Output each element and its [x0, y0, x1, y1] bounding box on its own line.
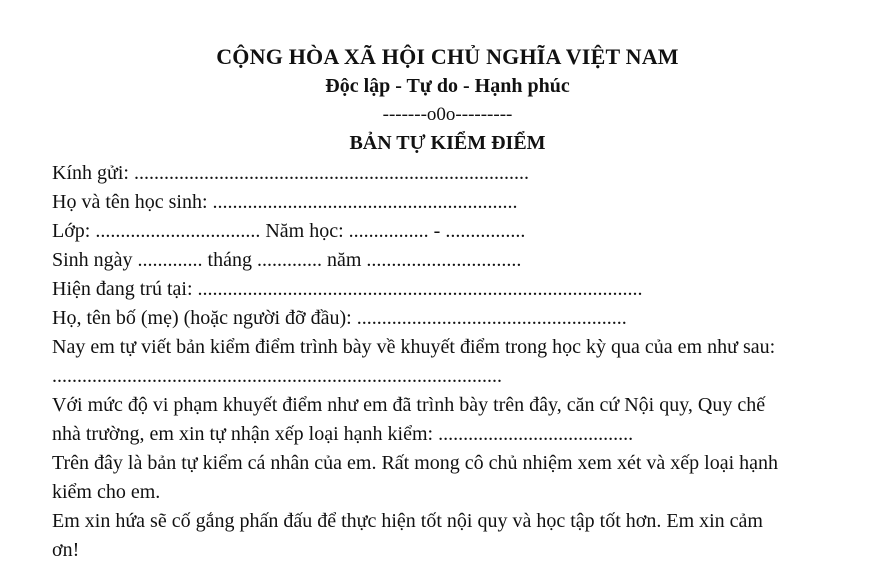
promise-line-2: ơn! [52, 539, 80, 561]
class-year-line: Lớp: ................................. Năm học: ................ - ................ [52, 220, 526, 242]
conduct-line-1: Với mức độ vi phạm khuyết điểm như em đã trình bày trên đây, căn cứ Nội quy, Quy chế [52, 394, 766, 416]
document-title: BẢN TỰ KIỂM ĐIỂM [349, 132, 546, 154]
conduct-line-2: nhà trường, em xin tự nhận xếp loại hạnh kiểm: ....................................... [52, 423, 634, 445]
recipient-line: Kính gửi: ............................................................................... [52, 162, 529, 184]
promise-line-1: Em xin hứa sẽ cố gắng phấn đấu để thực hiện tốt nội quy và học tập tốt hơn. Em xin cảm [52, 510, 763, 532]
statement-dots-line: .......................................................................................... [52, 365, 502, 387]
motto-heading: Độc lập - Tự do - Hạnh phúc [325, 75, 570, 97]
residence-line: Hiện đang trú tại: ......................................................................................... [52, 278, 643, 300]
closing-line-2: kiểm cho em. [52, 481, 161, 503]
parent-name-line: Họ, tên bố (mẹ) (hoặc người đỡ đầu): ...................................................... [52, 307, 627, 329]
closing-line-1: Trên đây là bản tự kiểm cá nhân của em. Rất mong cô chủ nhiệm xem xét và xếp loại hạnh [52, 452, 779, 474]
birth-date-line: Sinh ngày ............. tháng ............. năm ............................... [52, 249, 522, 271]
statement-intro-line: Nay em tự viết bản kiểm điểm trình bày về khuyết điểm trong học kỳ qua của em như sau: [52, 336, 776, 358]
country-heading: CỘNG HÒA XÃ HỘI CHỦ NGHĨA VIỆT NAM [216, 44, 679, 69]
separator-line: -------o0o--------- [382, 104, 513, 125]
student-name-line: Họ và tên học sinh: ............................................................. [52, 191, 518, 213]
